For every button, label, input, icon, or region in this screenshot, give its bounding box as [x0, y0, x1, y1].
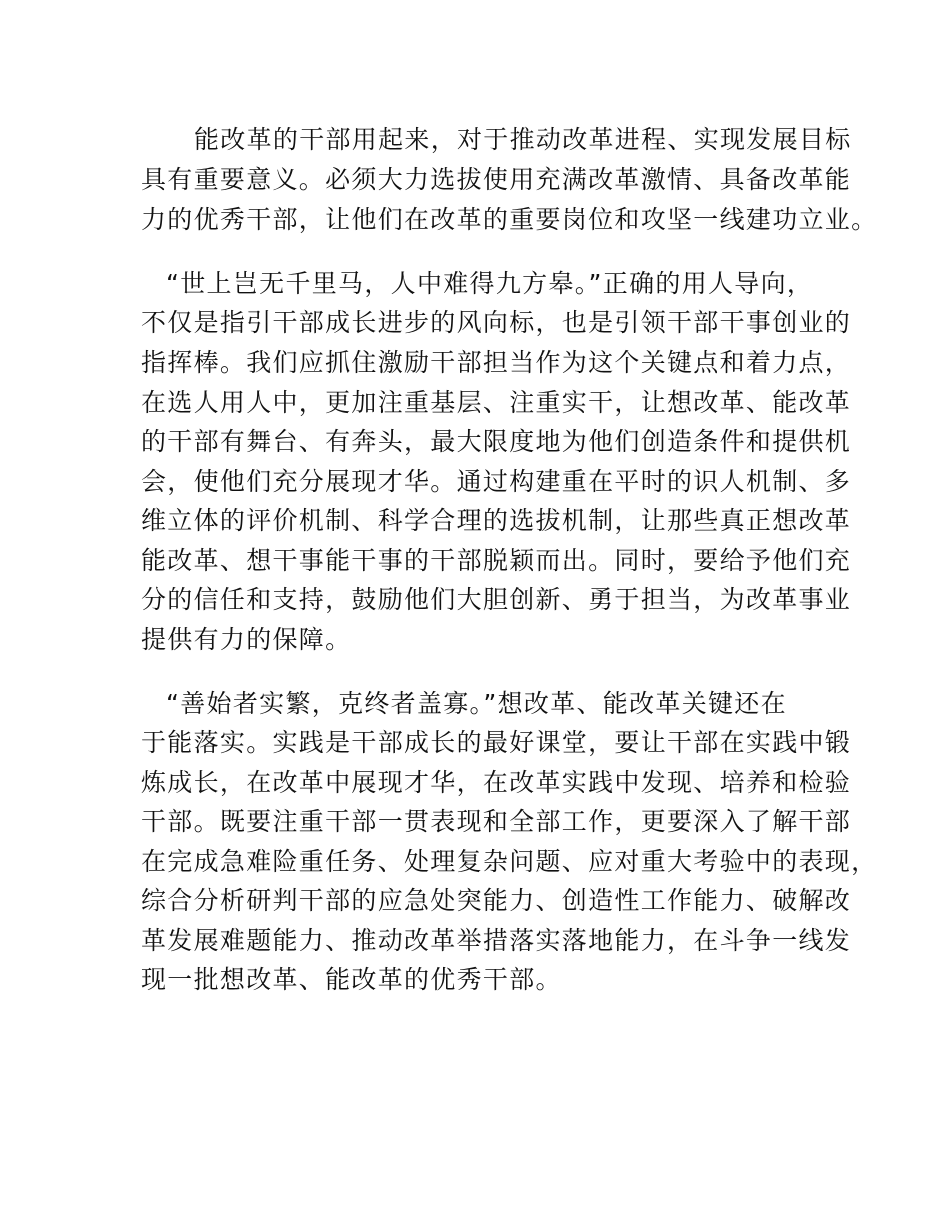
text-line: 现一批想改革、能改革的优秀干部。	[141, 965, 562, 994]
text-line: 革发展难题能力、推动改革举措落实落地能力，在斗争一线发	[141, 926, 852, 955]
text-line: 干部。既要注重干部一贯表现和全部工作，更要深入了解干部	[141, 807, 852, 836]
text-line: 的干部有舞台、有奔头，最大限度地为他们创造条件和提供机	[141, 427, 852, 456]
text-line: 不仅是指引干部成长进步的风向标，也是引领干部干事创业的	[141, 308, 852, 337]
text-line: 分的信任和支持，鼓励他们大胆创新、勇于担当，为改革事业	[141, 585, 852, 614]
text-line: 提供有力的保障。	[141, 625, 352, 654]
text-line: 指挥棒。我们应抓住激励干部担当作为这个关键点和着力点，	[141, 348, 852, 377]
text-line: 维立体的评价机制、科学合理的选拔机制，让那些真正想改革	[141, 506, 852, 535]
text-line: 综合分析研判干部的应急处突能力、创造性工作能力、破解改	[141, 886, 852, 915]
text-line: 炼成长，在改革中展现才华，在改革实践中发现、培养和检验	[141, 768, 852, 797]
text-line: 于能落实。实践是干部成长的最好课堂，要让干部在实践中锻	[141, 728, 852, 757]
text-line: “世上岂无千里马，人中难得九方皋。”正确的用人导向，	[166, 269, 814, 298]
text-line: 力的优秀干部，让他们在改革的重要岗位和攻坚一线建功立业。	[141, 205, 878, 234]
text-line: 能改革的干部用起来，对于推动改革进程、实现发展目标	[194, 125, 852, 154]
text-line: 能改革、想干事能干事的干部脱颖而出。同时，要给予他们充	[141, 546, 852, 575]
text-line: “善始者实繁，克终者盖寡。”想改革、能改革关键还在	[166, 689, 787, 718]
text-line: 在完成急难险重任务、处理复杂问题、应对重大考验中的表现，	[141, 847, 878, 876]
text-line: 在选人用人中，更加注重基层、注重实干，让想改革、能改革	[141, 388, 852, 417]
text-line: 具有重要意义。必须大力选拔使用充满改革激情、具备改革能	[141, 165, 852, 194]
text-line: 会，使他们充分展现才华。通过构建重在平时的识人机制、多	[141, 467, 852, 496]
